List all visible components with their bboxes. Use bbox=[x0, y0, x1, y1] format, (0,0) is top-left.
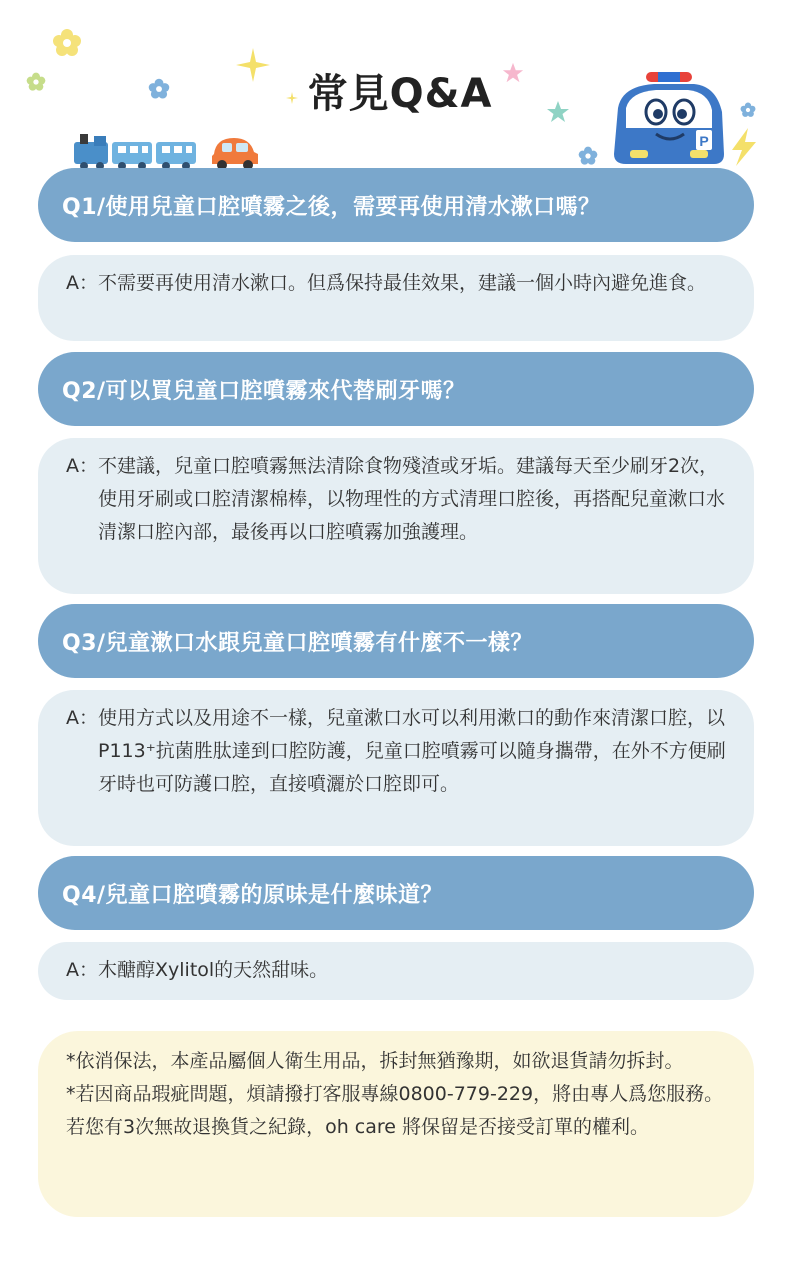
faq-answer-3 bbox=[38, 690, 754, 846]
flower-icon bbox=[578, 146, 598, 166]
answer-label: A： bbox=[66, 455, 98, 477]
answer-text: 不建議，兒童口腔噴霧無法清除食物殘渣或牙垢。建議每天至少刷牙2次，使用牙刷或口腔清潔棉棒，以物理性的方式清理口腔後，再搭配兒童漱口水清潔口腔內部，最後再以口腔噴霧加強護理。 bbox=[98, 455, 726, 543]
answer-label: A： bbox=[66, 959, 98, 981]
header bbox=[0, 0, 800, 180]
answer-text: 木醣醇Xylitol的天然甜味。 bbox=[98, 959, 329, 981]
notice-item: *依消保法，本產品屬個人衛生用品，拆封無猶豫期，如欲退貨請勿拆封。 bbox=[66, 1050, 684, 1072]
notice-box bbox=[38, 1031, 754, 1217]
lightning-icon bbox=[728, 128, 760, 166]
notice-item: *若因商品瑕疵問題，煩請撥打客服專線0800-779-229，將由專人爲您服務。 若您有3次無故退換貨之紀錄，oh care 將保留是否接受訂單的權利。 bbox=[66, 1083, 724, 1138]
svg-text:P: P bbox=[699, 133, 709, 149]
answer-text: 使用方式以及用途不一樣，兒童漱口水可以利用漱口的動作來清潔口腔，以P113⁺抗菌胜肽達到口腔防護，兒童口腔噴霧可以隨身攜帶，在外不方便刷牙時也可防護口腔，直接噴灑於口腔即可。 bbox=[98, 707, 726, 795]
faq-answer-4 bbox=[38, 942, 754, 1000]
faq-question-2: Q2/可以買兒童口腔噴霧來代替刷牙嗎？ bbox=[38, 352, 754, 426]
faq-answer-1 bbox=[38, 255, 754, 341]
faq-question-1: Q1/使用兒童口腔噴霧之後，需要再使用清水漱口嗎？ bbox=[38, 168, 754, 242]
answer-label: A： bbox=[66, 272, 98, 294]
faq-question-4: Q4/兒童口腔噴霧的原味是什麼味道？ bbox=[38, 856, 754, 930]
answer-text: 不需要再使用清水漱口。但爲保持最佳效果，建議一個小時內避免進食。 bbox=[98, 272, 707, 294]
faq-answer-2 bbox=[38, 438, 754, 594]
flower-icon bbox=[52, 28, 82, 58]
faq-question-3: Q3/兒童漱口水跟兒童口腔噴霧有什麼不一樣？ bbox=[38, 604, 754, 678]
answer-label: A： bbox=[66, 707, 98, 729]
train-illustration bbox=[72, 130, 202, 172]
car-illustration bbox=[208, 134, 262, 172]
page-title: 常見Q&A bbox=[307, 71, 493, 117]
